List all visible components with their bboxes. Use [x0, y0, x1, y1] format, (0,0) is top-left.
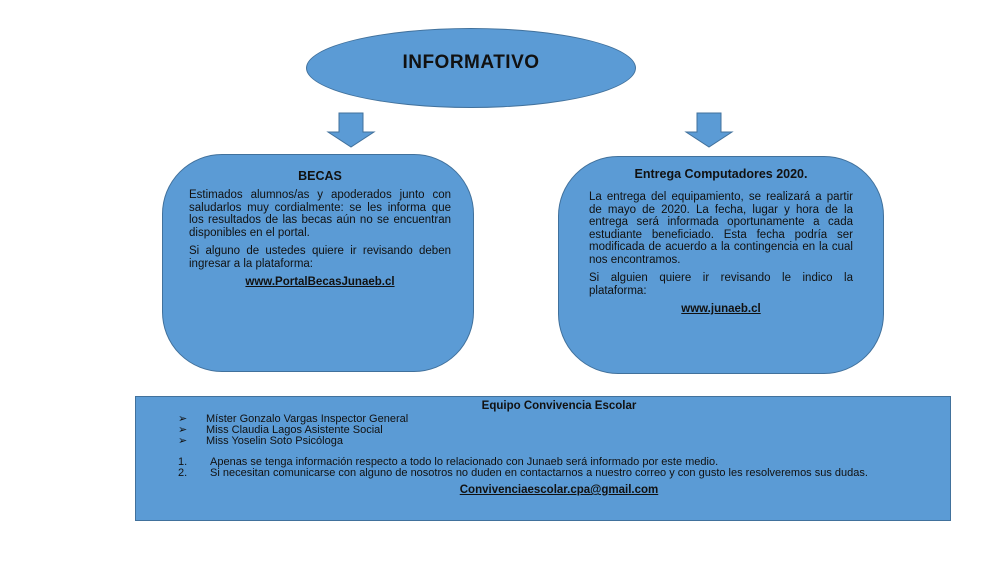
- becas-paragraph-2: Si alguno de ustedes quiere ir revisando deben ingresar a la plataforma:: [189, 245, 451, 270]
- equipo-title: Equipo Convivencia Escolar: [481, 400, 637, 412]
- note-number: 2.: [178, 467, 188, 479]
- entrega-box: [558, 156, 884, 374]
- bullet-arrow-icon: ➢: [178, 413, 188, 425]
- note-text: Si necesitan comunicarse con alguno de nosotros no duden en contactarnos a nuestro correo y con gusto les resolveremos sus dudas.: [210, 467, 868, 479]
- members-list: [178, 414, 940, 447]
- becas-portal-link[interactable]: www.PortalBecasJunaeb.cl: [245, 276, 395, 288]
- down-arrow-right-icon: [684, 112, 734, 148]
- becas-title: BECAS: [298, 169, 342, 183]
- junaeb-link[interactable]: www.junaeb.cl: [681, 303, 761, 315]
- entrega-paragraph-1: La entrega del equipamiento, se realizará a partir de mayo de 2020. La fecha, lugar y hora de la entrega será informada oportunamente a cada estudiante beneficiado. Esta fecha podría ser modificada de acuerdo a la contingencia en la cual nos encontramos.: [589, 191, 853, 266]
- down-arrow-left-icon: [326, 112, 376, 148]
- bullet-arrow-icon: ➢: [178, 424, 188, 436]
- member-name: Miss Yoselin Soto Psicóloga: [206, 435, 343, 447]
- becas-paragraph-1: Estimados alumnos/as y apoderados junto con saludarlos muy cordialmente: se les informa que los resultados de las becas aún no se encuentran disponibles en el portal.: [189, 189, 451, 239]
- list-item: [178, 468, 940, 479]
- title-ellipse: [306, 28, 636, 108]
- list-item: [178, 436, 940, 447]
- note-text: Apenas se tenga información respecto a todo lo relacionado con Junaeb será informado por este medio.: [210, 456, 719, 468]
- entrega-paragraph-2: Si alguien quiere ir revisando le indico la plataforma:: [589, 272, 853, 297]
- note-number: 1.: [178, 456, 188, 468]
- equipo-box: [135, 396, 951, 521]
- bullet-arrow-icon: ➢: [178, 435, 188, 447]
- contact-email-link[interactable]: Convivenciaescolar.cpa@gmail.com: [459, 484, 659, 496]
- member-name: Miss Claudia Lagos Asistente Social: [206, 424, 383, 436]
- notes-list: [178, 457, 940, 479]
- member-name: Míster Gonzalo Vargas Inspector General: [206, 413, 409, 425]
- entrega-title: Entrega Computadores 2020.: [634, 167, 808, 181]
- becas-box: [162, 154, 474, 372]
- page-title: INFORMATIVO: [402, 52, 540, 73]
